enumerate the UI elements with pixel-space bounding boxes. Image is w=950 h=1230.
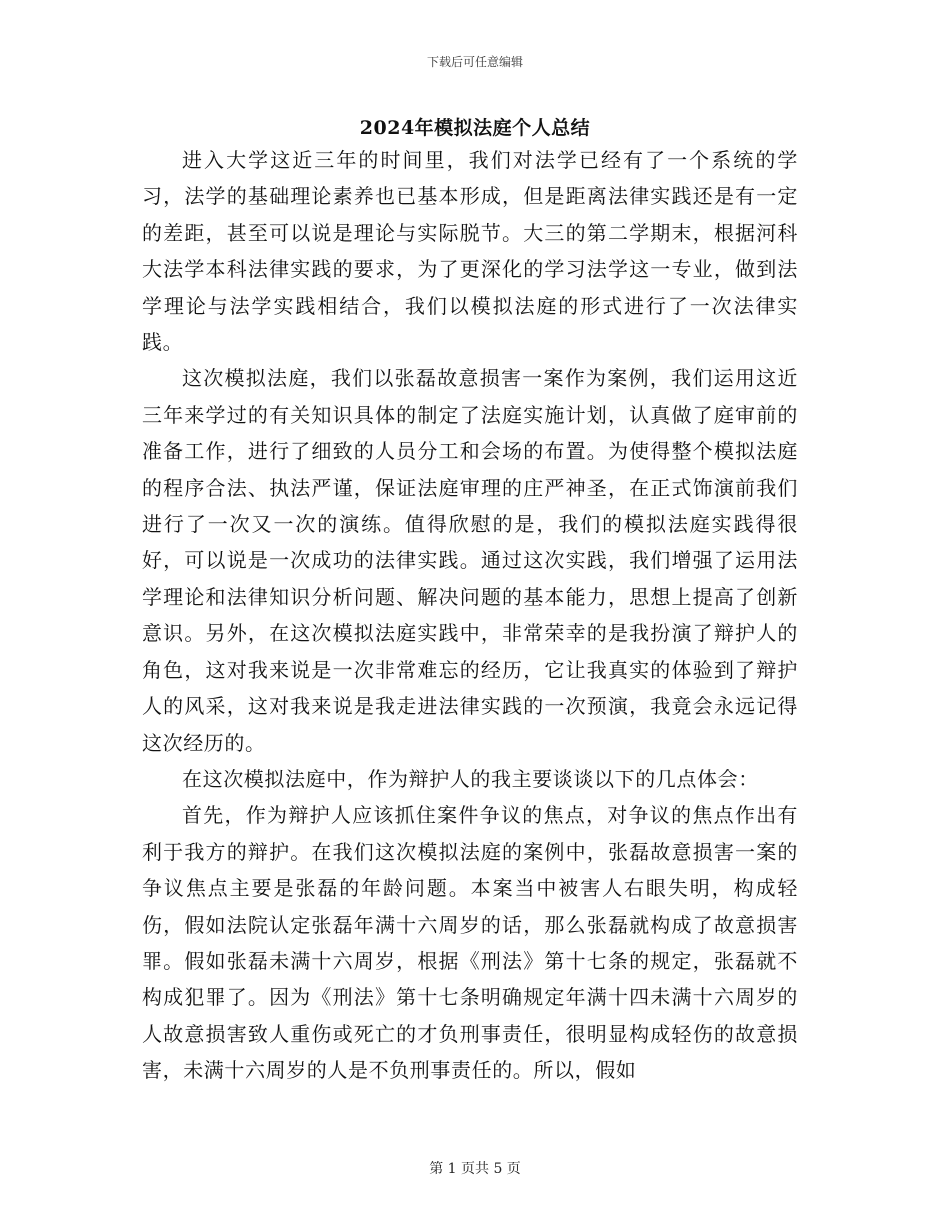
paragraph: 这次模拟法庭，我们以张磊故意损害一案作为案例，我们运用这近三年来学过的有关知识具体的制定了法庭实施计划，认真做了庭审前的准备工作，进行了细致的人员分工和会场的布置。为使得整个模拟法庭的程序合法、执法严谨，保证法庭审理的庄严神圣，在正式饰演前我们进行了一次又一次的演练。值得欣慰的是，我们的模拟法庭实践得很好，可以说是一次成功的法律实践。通过这次实践，我们增强了运用法学理论和法律知识分析问题、解决问题的基本能力，思想上提高了创新意识。另外，在这次模拟法庭实践中，非常荣幸的是我扮演了辩护人的角色，这对我来说是一次非常难忘的经历，它让我真实的体验到了辩护人的风采，这对我来说是我走进法律实践的一次预演，我竟会永远记得这次经历的。 xyxy=(142,366,798,755)
page-header: 下载后可任意编辑 xyxy=(426,55,523,69)
paragraph: 首先，作为辩护人应该抓住案件争议的焦点，对争议的焦点作出有利于我方的辩护。在我们这次模拟法庭的案例中，张磊故意损害一案的争议焦点主要是张磊的年龄问题。本案当中被害人右眼失明，构成轻伤，假如法院认定张磊年满十六周岁的话，那么张磊就构成了故意损害罪。假如张磊未满十六周岁，根据《刑法》第十七条的规定，张磊就不构成犯罪了。因为《刑法》第十七条明确规定年满十四未满十六周岁的人故意损害致人重伤或死亡的才负刑事责任，很明显构成轻伤的故意损害，未满十六周岁的人是不负刑事责任的。所以，假如 xyxy=(142,803,798,1083)
page-footer: 第 1 页共 5 页 xyxy=(429,1161,521,1177)
paragraph: 在这次模拟法庭中，作为辩护人的我主要谈谈以下的几点体会： xyxy=(182,766,759,791)
paragraph: 进入大学这近三年的时间里，我们对法学已经有了一个系统的学习，法学的基础理论素养也已基本形成，但是距离法律实践还是有一定的差距，甚至可以说是理论与实际脱节。大三的第二学期末，根据河科大法学本科法律实践的要求，为了更深化的学习法学这一专业，做到法学理论与法学实践相结合，我们以模拟法庭的形式进行了一次法律实践。 xyxy=(142,148,798,355)
document-title: 2024年模拟法庭个人总结 xyxy=(359,117,591,139)
document-body xyxy=(142,142,798,1089)
